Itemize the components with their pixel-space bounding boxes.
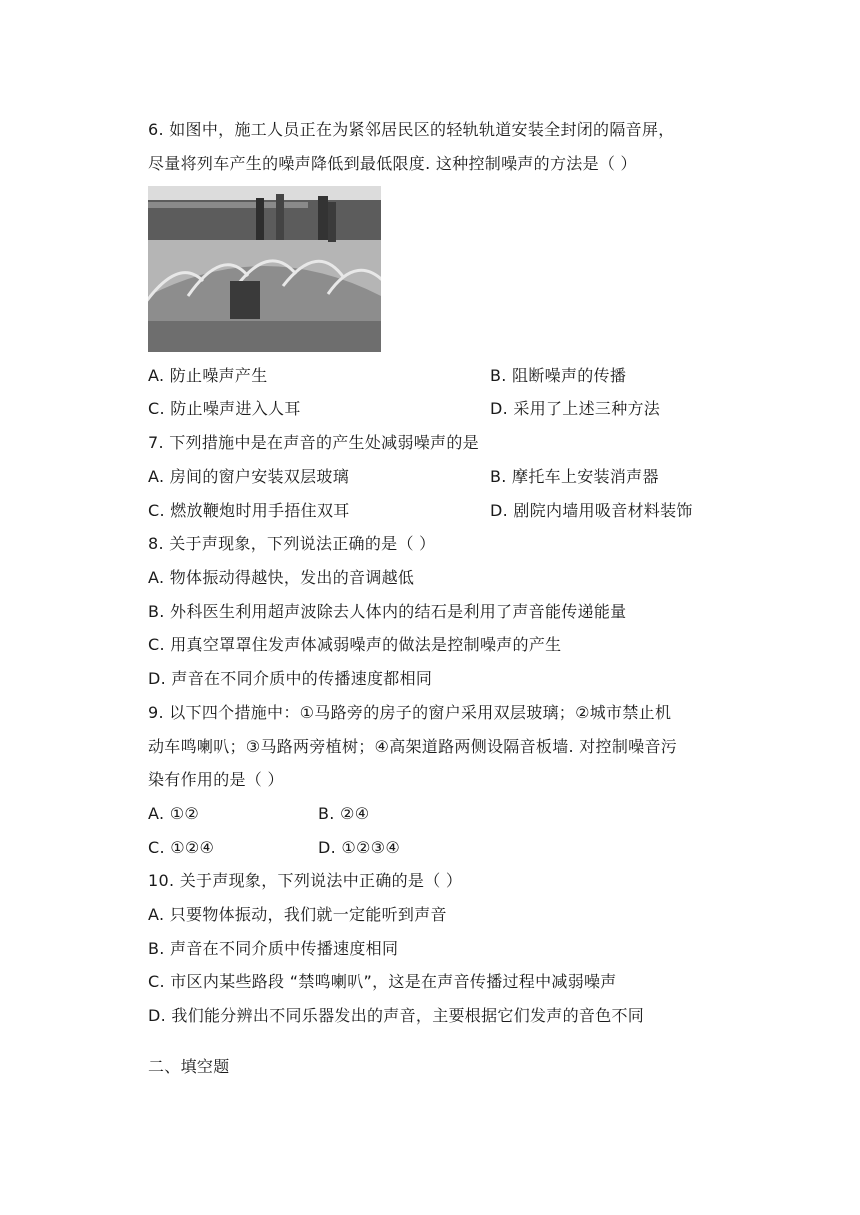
q9-stem-line2: 动车鸣喇叭；③马路两旁植树；④高架道路两侧设隔音板墙. 对控制噪音污 bbox=[148, 737, 678, 756]
q10-option-c: C. 市区内某些路段 “禁鸣喇叭”，这是在声音传播过程中减弱噪声 bbox=[148, 972, 617, 991]
q9-option-a: A. ①② bbox=[148, 804, 200, 823]
q7-option-a: A. 房间的窗户安装双层玻璃 bbox=[148, 467, 350, 486]
noise-barrier-photo bbox=[148, 186, 381, 352]
q8-stem: 8. 关于声现象，下列说法正确的是（ ） bbox=[148, 534, 436, 553]
q7-option-c: C. 燃放鞭炮时用手捂住双耳 bbox=[148, 501, 350, 520]
q6-option-c: C. 防止噪声进入人耳 bbox=[148, 399, 301, 418]
q6-option-a: A. 防止噪声产生 bbox=[148, 366, 268, 385]
q7-stem: 7. 下列措施中是在声音的产生处减弱噪声的是 bbox=[148, 433, 479, 452]
q9-stem-line3: 染有作用的是（ ） bbox=[148, 770, 284, 789]
q6-option-d: D. 采用了上述三种方法 bbox=[490, 399, 661, 418]
section-heading-fill-in: 二、填空题 bbox=[148, 1057, 230, 1076]
q8-option-c: C. 用真空罩罩住发声体减弱噪声的做法是控制噪声的产生 bbox=[148, 635, 562, 654]
q8-option-d: D. 声音在不同介质中的传播速度都相同 bbox=[148, 669, 433, 688]
q6-stem-line2: 尽量将列车产生的噪声降低到最低限度. 这种控制噪声的方法是（ ） bbox=[148, 154, 637, 173]
q9-option-d: D. ①②③④ bbox=[318, 838, 400, 857]
q10-stem: 10. 关于声现象，下列说法中正确的是（ ） bbox=[148, 871, 463, 890]
q9-option-b: B. ②④ bbox=[318, 804, 370, 823]
q10-option-d: D. 我们能分辨出不同乐器发出的声音，主要根据它们发声的音色不同 bbox=[148, 1006, 645, 1025]
q9-option-c: C. ①②④ bbox=[148, 838, 215, 857]
q8-option-b: B. 外科医生利用超声波除去人体内的结石是利用了声音能传递能量 bbox=[148, 602, 627, 621]
q7-option-d: D. 剧院内墙用吸音材料装饰 bbox=[490, 501, 693, 520]
q8-option-a: A. 物体振动得越快，发出的音调越低 bbox=[148, 568, 415, 587]
q10-option-b: B. 声音在不同介质中传播速度相同 bbox=[148, 939, 399, 958]
q10-option-a: A. 只要物体振动，我们就一定能听到声音 bbox=[148, 905, 447, 924]
q6-option-b: B. 阻断噪声的传播 bbox=[490, 366, 627, 385]
q6-stem-line1: 6. 如图中，施工人员正在为紧邻居民区的轻轨轨道安装全封闭的隔音屏， bbox=[148, 120, 675, 139]
q9-stem-line1: 9. 以下四个措施中：①马路旁的房子的窗户采用双层玻璃；②城市禁止机 bbox=[148, 703, 672, 722]
q7-option-b: B. 摩托车上安装消声器 bbox=[490, 467, 659, 486]
